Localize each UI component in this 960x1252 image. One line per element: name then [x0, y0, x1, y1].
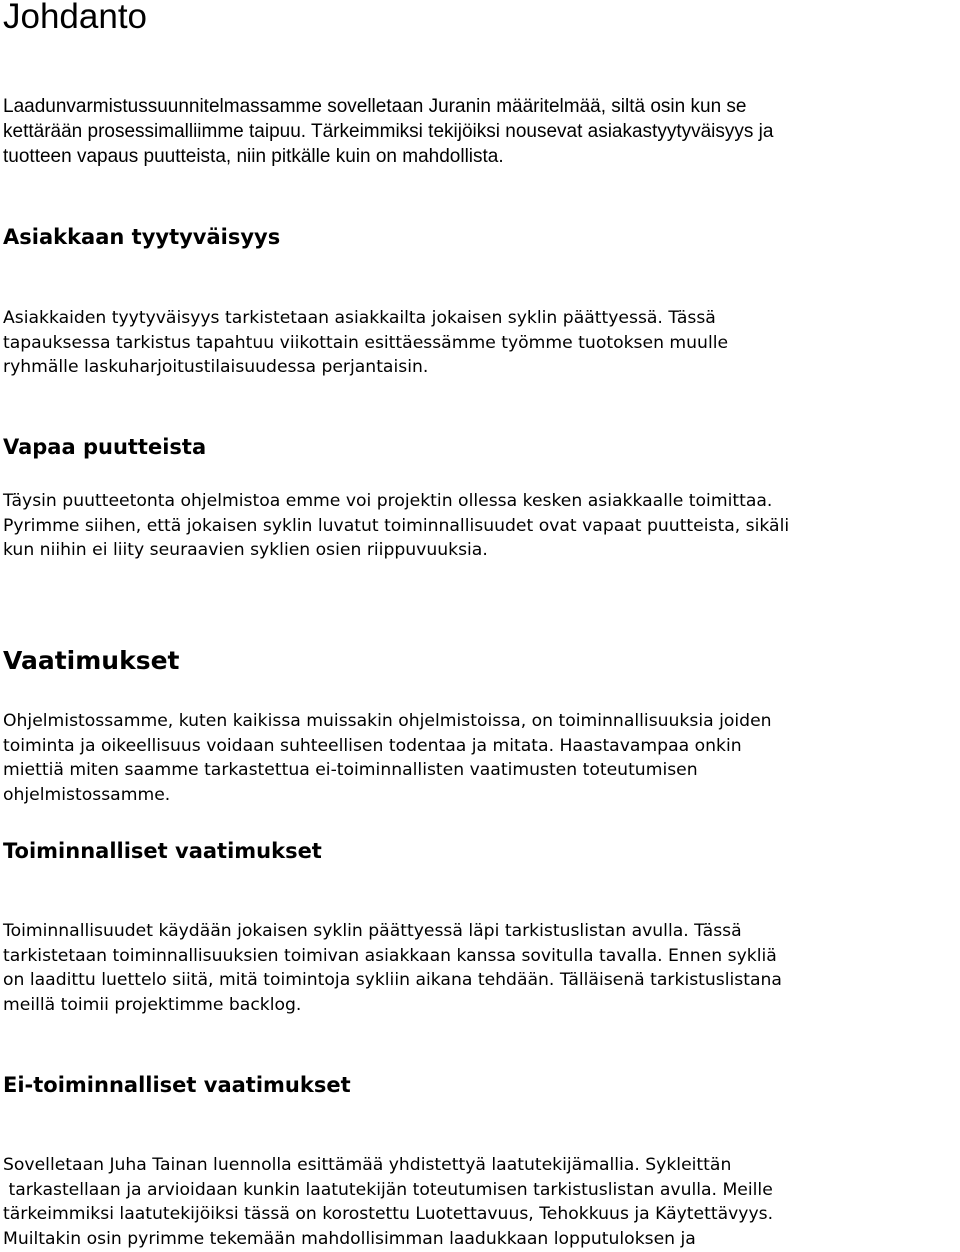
heading-requirements: Vaatimukset: [3, 646, 180, 675]
paragraph-line: Täysin puutteetonta ohjelmistoa emme voi projektin ollessa kesken asiakkaalle toimittaa.: [3, 491, 773, 511]
free-of-defects-paragraph: [3, 489, 789, 563]
paragraph-line: Laadunvarmistussuunnitelmassamme sovelletaan Juranin määritelmää, siltä osin kun se: [3, 96, 747, 117]
paragraph-line: ryhmälle laskuharjoitustilaisuudessa perjantaisin.: [3, 357, 429, 378]
paragraph-line: ohjelmistossamme.: [3, 785, 171, 806]
paragraph-line: kun niihin ei liity seuraavien syklien osien riippuvuuksia.: [3, 540, 488, 561]
paragraph-line: on laadittu luettelo siitä, mitä toimintoja sykliin aikana tehdään. Tälläisenä tarkistuslistana: [3, 970, 782, 991]
page-title: Johdanto: [3, 0, 148, 36]
heading-free-of-defects: Vapaa puutteista: [3, 435, 207, 459]
paragraph-line: meillä toimii projektimme backlog.: [3, 995, 302, 1016]
requirements-paragraph: [3, 709, 772, 808]
paragraph-line: Ohjelmistossamme, kuten kaikissa muissakin ohjelmistoissa, on toiminnallisuuksia joiden: [3, 711, 772, 731]
paragraph-line: tuotteen vapaus puutteista, niin pitkälle kuin on mahdollista.: [3, 146, 504, 167]
paragraph-line: miettiä miten saamme tarkastettua ei-toiminnallisten vaatimusten toteutumisen: [3, 760, 698, 781]
customer-satisfaction-paragraph: [3, 306, 728, 380]
paragraph-line: Toiminnallisuudet käydään jokaisen syklin päättyessä läpi tarkistuslistan avulla. Tässä: [3, 921, 742, 941]
heading-non-functional-requirements: Ei-toiminnalliset vaatimukset: [3, 1073, 351, 1097]
paragraph-line: Sovelletaan Juha Tainan luennolla esittämää yhdistettyä laatutekijämallia. Sykleittän: [3, 1155, 732, 1175]
paragraph-line: Pyrimme siihen, että jokaisen syklin luvatut toiminnallisuudet ovat vapaat puutteista, sikäli: [3, 515, 790, 536]
paragraph-line: tarkastellaan ja arvioidaan kunkin laatutekijän toteutumisen tarkistuslistan avulla. Meille: [3, 1179, 773, 1200]
paragraph-line: kettärään prosessimalliimme taipuu. Tärkeimmiksi tekijöiksi nousevat asiakastyytyväisyys ja: [3, 121, 774, 142]
intro-paragraph: [3, 94, 773, 169]
paragraph-line: Muiltakin osin pyrimme tekemään mahdollisimman laadukkaan lopputuloksen ja: [3, 1229, 696, 1250]
heading-customer-satisfaction: Asiakkaan tyytyväisyys: [3, 225, 281, 249]
paragraph-line: tarkistetaan toiminnallisuuksien toimivan asiakkaan kanssa sovitulla tavalla. Ennen sykliä: [3, 945, 777, 966]
paragraph-line: tärkeimmiksi laatutekijöiksi tässä on korostettu Luotettavuus, Tehokkuus ja Käytettävyys.: [3, 1204, 774, 1225]
paragraph-line: toiminta ja oikeellisuus voidaan suhteellisen todentaa ja mitata. Haastavampaa onkin: [3, 735, 742, 756]
functional-requirements-paragraph: [3, 919, 782, 1018]
non-functional-requirements-paragraph: [3, 1153, 773, 1252]
paragraph-line: Asiakkaiden tyytyväisyys tarkistetaan asiakkailta jokaisen syklin päättyessä. Tässä: [3, 308, 716, 328]
heading-functional-requirements: Toiminnalliset vaatimukset: [3, 839, 322, 863]
paragraph-line: tapauksessa tarkistus tapahtuu viikottain esittäessämme työmme tuotoksen muulle: [3, 332, 729, 353]
